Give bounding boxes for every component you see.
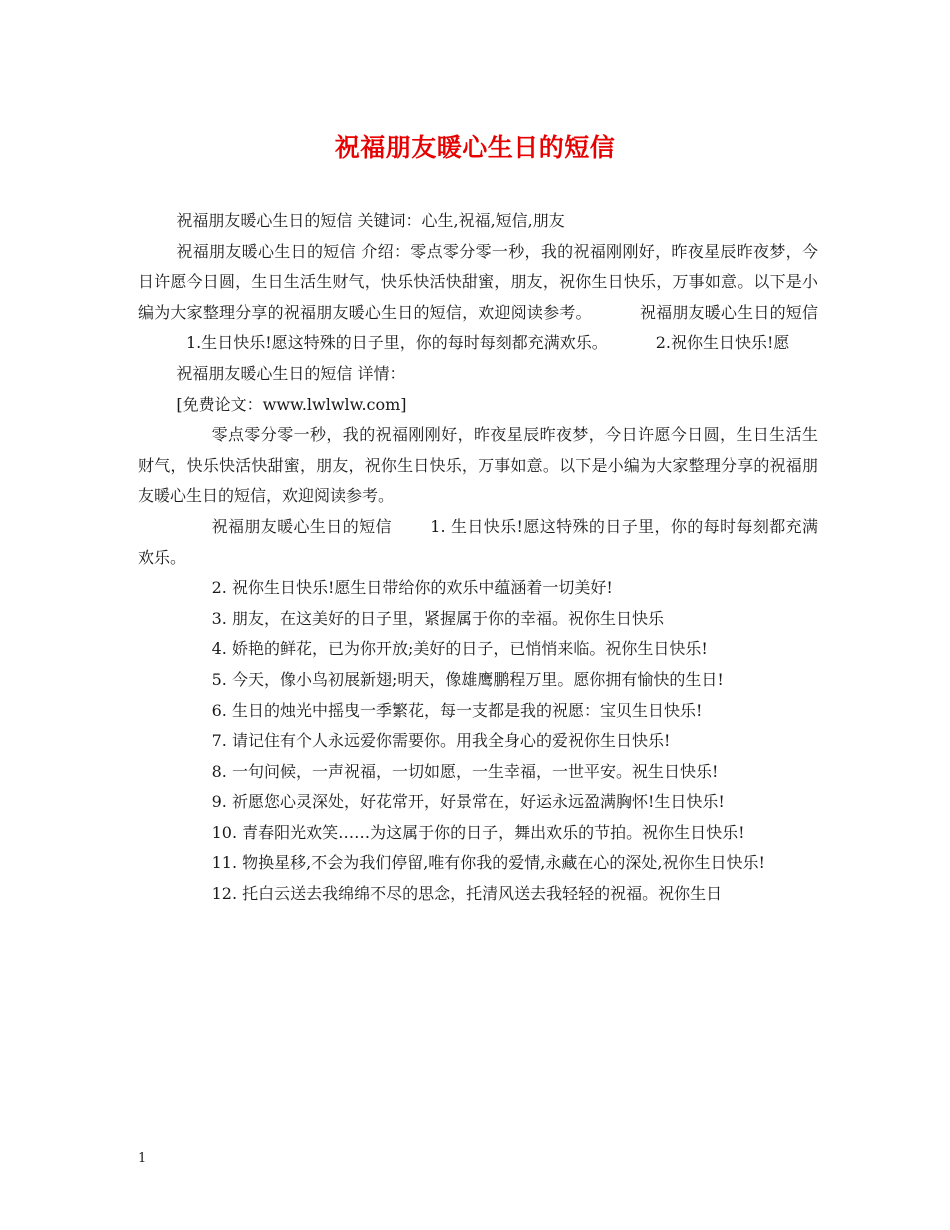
list-item-text: 1. 生日快乐!愿这特殊的日子里，你的每时每刻都充满欢乐。 bbox=[138, 516, 818, 567]
list-item: 8. 一句问候，一声祝福，一切如愿，一生幸福，一世平安。祝生日快乐! bbox=[211, 761, 719, 781]
list-item: 9. 祈愿您心灵深处，好花常开，好景常在，好运永远盈满胸怀!生日快乐! bbox=[211, 792, 725, 812]
summary-text: 祝福朋友暖心生日的短信 介绍：零点零分零一秒，我的祝福刚刚好，昨夜星辰昨夜梦，今日许愿今日圆，生日生活生财气，快乐快活快甜蜜，朋友，祝你生日快乐，万事如意。以下是小编为大家整理分享的祝福朋友暖心生日的短信，欢迎阅读参考。 bbox=[138, 241, 818, 322]
summary-item-1: 1.生日快乐!愿这特殊的日子里，你的每时每刻都充满欢乐。 bbox=[186, 333, 608, 353]
list-item: 5. 今天，像小鸟初展新翅;明天，像雄鹰鹏程万里。愿你拥有愉快的生日! bbox=[211, 669, 724, 689]
details-line: 祝福朋友暖心生日的短信 详情： bbox=[176, 363, 406, 383]
list-item: 12. 托白云送去我绵绵不尽的思念，托清风送去我轻轻的祝福。祝你生日 bbox=[211, 884, 723, 904]
summary-item-2: 2.祝你生日快乐!愿 bbox=[655, 333, 790, 353]
source-line: [免费论文：www.lwlwlw.com] bbox=[176, 394, 407, 414]
list-item: 7. 请记住有个人永远爱你需要你。用我全身心的爱祝你生日快乐! bbox=[211, 731, 671, 751]
list-item bbox=[138, 512, 818, 573]
list-item: 2. 祝你生日快乐!愿生日带给你的欢乐中蕴涵着一切美好! bbox=[211, 578, 613, 598]
list-item: 10. 青春阳光欢笑……为这属于你的日子，舞出欢乐的节拍。祝你生日快乐! bbox=[211, 822, 745, 842]
document-body bbox=[138, 206, 818, 910]
keywords-line: 祝福朋友暖心生日的短信 关键词：心生,祝福,短信,朋友 bbox=[176, 211, 565, 230]
list-heading: 祝福朋友暖心生日的短信 bbox=[211, 516, 392, 536]
summary-heading: 祝福朋友暖心生日的短信 bbox=[639, 302, 818, 322]
list-item: 11. 物换星移,不会为我们停留,唯有你我的爱情,永藏在心的深处,祝你生日快乐! bbox=[211, 853, 765, 873]
list-item: 3. 朋友，在这美好的日子里，紧握属于你的幸福。祝你生日快乐 bbox=[211, 608, 664, 628]
list-item: 4. 娇艳的鲜花，已为你开放;美好的日子，已悄悄来临。祝你生日快乐! bbox=[211, 639, 708, 659]
list-item: 6. 生日的烛光中摇曳一季繁花，每一支都是我的祝愿：宝贝生日快乐! bbox=[211, 700, 703, 720]
page-number: 1 bbox=[138, 1151, 147, 1166]
summary-paragraph bbox=[138, 237, 818, 359]
main-paragraph: 零点零分零一秒，我的祝福刚刚好，昨夜星辰昨夜梦，今日许愿今日圆，生日生活生财气，快乐快活快甜蜜，朋友，祝你生日快乐，万事如意。以下是小编为大家整理分享的祝福朋友暖心生日的短信，欢迎阅读参考。 bbox=[138, 425, 818, 506]
document-title: 祝福朋友暖心生日的短信 bbox=[334, 133, 616, 162]
